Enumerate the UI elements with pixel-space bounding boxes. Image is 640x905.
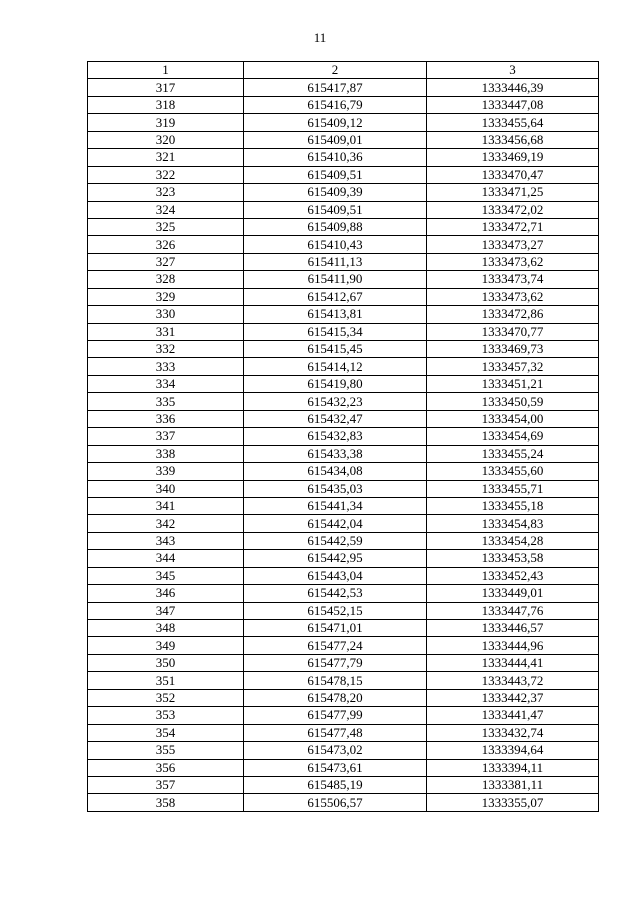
cell-x-coordinate: 615416,79 (244, 96, 427, 113)
table-row (88, 184, 599, 201)
cell-x-coordinate: 615442,59 (244, 532, 427, 549)
cell-y-coordinate: 1333447,08 (427, 96, 599, 113)
cell-point-number: 327 (88, 253, 244, 270)
cell-point-number: 342 (88, 515, 244, 532)
table-row (88, 201, 599, 218)
cell-y-coordinate: 1333455,64 (427, 114, 599, 131)
table-row (88, 776, 599, 793)
cell-point-number: 338 (88, 445, 244, 462)
cell-y-coordinate: 1333381,11 (427, 776, 599, 793)
cell-point-number: 334 (88, 375, 244, 392)
cell-y-coordinate: 1333457,32 (427, 358, 599, 375)
table-row (88, 794, 599, 811)
coordinates-table (87, 61, 599, 812)
cell-x-coordinate: 615432,47 (244, 410, 427, 427)
cell-x-coordinate: 615443,04 (244, 567, 427, 584)
cell-point-number: 319 (88, 114, 244, 131)
table-row (88, 602, 599, 619)
cell-x-coordinate: 615412,67 (244, 288, 427, 305)
cell-y-coordinate: 1333470,77 (427, 323, 599, 340)
cell-x-coordinate: 615415,34 (244, 323, 427, 340)
cell-y-coordinate: 1333446,57 (427, 620, 599, 637)
cell-point-number: 331 (88, 323, 244, 340)
cell-point-number: 346 (88, 585, 244, 602)
cell-point-number: 328 (88, 271, 244, 288)
cell-point-number: 344 (88, 550, 244, 567)
cell-point-number: 317 (88, 79, 244, 96)
cell-x-coordinate: 615478,15 (244, 672, 427, 689)
table-row (88, 707, 599, 724)
table-row (88, 323, 599, 340)
cell-y-coordinate: 1333472,02 (427, 201, 599, 218)
table-row (88, 96, 599, 113)
cell-x-coordinate: 615473,02 (244, 742, 427, 759)
table-row (88, 585, 599, 602)
cell-x-coordinate: 615478,20 (244, 689, 427, 706)
cell-point-number: 345 (88, 567, 244, 584)
table-row (88, 567, 599, 584)
cell-x-coordinate: 615413,81 (244, 306, 427, 323)
cell-y-coordinate: 1333473,27 (427, 236, 599, 253)
cell-y-coordinate: 1333443,72 (427, 672, 599, 689)
cell-x-coordinate: 615477,99 (244, 707, 427, 724)
table-row (88, 672, 599, 689)
cell-x-coordinate: 615435,03 (244, 480, 427, 497)
table-row (88, 550, 599, 567)
cell-point-number: 324 (88, 201, 244, 218)
table-row (88, 463, 599, 480)
cell-x-coordinate: 615434,08 (244, 463, 427, 480)
cell-x-coordinate: 615410,43 (244, 236, 427, 253)
cell-x-coordinate: 615410,36 (244, 149, 427, 166)
cell-point-number: 357 (88, 776, 244, 793)
table-row (88, 166, 599, 183)
cell-y-coordinate: 1333469,73 (427, 341, 599, 358)
table-row (88, 428, 599, 445)
cell-x-coordinate: 615442,95 (244, 550, 427, 567)
cell-point-number: 358 (88, 794, 244, 811)
table-row (88, 637, 599, 654)
cell-y-coordinate: 1333452,43 (427, 567, 599, 584)
cell-point-number: 340 (88, 480, 244, 497)
table-row (88, 689, 599, 706)
cell-y-coordinate: 1333455,60 (427, 463, 599, 480)
cell-point-number: 349 (88, 637, 244, 654)
table-row (88, 515, 599, 532)
cell-x-coordinate: 615477,79 (244, 654, 427, 671)
cell-y-coordinate: 1333455,24 (427, 445, 599, 462)
cell-x-coordinate: 615415,45 (244, 341, 427, 358)
cell-point-number: 339 (88, 463, 244, 480)
table-row (88, 114, 599, 131)
cell-y-coordinate: 1333454,00 (427, 410, 599, 427)
cell-point-number: 337 (88, 428, 244, 445)
table-row (88, 480, 599, 497)
cell-x-coordinate: 615411,90 (244, 271, 427, 288)
cell-x-coordinate: 615485,19 (244, 776, 427, 793)
cell-point-number: 335 (88, 393, 244, 410)
cell-y-coordinate: 1333470,47 (427, 166, 599, 183)
column-header-y: 3 (427, 62, 599, 79)
page-number: 11 (313, 30, 327, 45)
cell-x-coordinate: 615417,87 (244, 79, 427, 96)
cell-point-number: 333 (88, 358, 244, 375)
cell-x-coordinate: 615409,51 (244, 201, 427, 218)
cell-y-coordinate: 1333453,58 (427, 550, 599, 567)
cell-y-coordinate: 1333442,37 (427, 689, 599, 706)
table-row (88, 236, 599, 253)
table-row (88, 79, 599, 96)
cell-point-number: 321 (88, 149, 244, 166)
cell-point-number: 336 (88, 410, 244, 427)
cell-x-coordinate: 615471,01 (244, 620, 427, 637)
cell-y-coordinate: 1333454,28 (427, 532, 599, 549)
cell-x-coordinate: 615432,83 (244, 428, 427, 445)
table-body (88, 79, 599, 811)
cell-point-number: 347 (88, 602, 244, 619)
cell-y-coordinate: 1333455,18 (427, 497, 599, 514)
cell-y-coordinate: 1333471,25 (427, 184, 599, 201)
cell-point-number: 353 (88, 707, 244, 724)
table-row (88, 306, 599, 323)
cell-point-number: 330 (88, 306, 244, 323)
cell-x-coordinate: 615442,53 (244, 585, 427, 602)
cell-y-coordinate: 1333451,21 (427, 375, 599, 392)
cell-y-coordinate: 1333444,96 (427, 637, 599, 654)
cell-y-coordinate: 1333473,74 (427, 271, 599, 288)
cell-point-number: 326 (88, 236, 244, 253)
cell-y-coordinate: 1333472,71 (427, 218, 599, 235)
cell-x-coordinate: 615442,04 (244, 515, 427, 532)
cell-point-number: 325 (88, 218, 244, 235)
cell-y-coordinate: 1333472,86 (427, 306, 599, 323)
cell-y-coordinate: 1333473,62 (427, 253, 599, 270)
table-row (88, 131, 599, 148)
cell-y-coordinate: 1333455,71 (427, 480, 599, 497)
cell-point-number: 341 (88, 497, 244, 514)
table-row (88, 742, 599, 759)
cell-x-coordinate: 615473,61 (244, 759, 427, 776)
cell-point-number: 356 (88, 759, 244, 776)
cell-y-coordinate: 1333394,64 (427, 742, 599, 759)
cell-x-coordinate: 615433,38 (244, 445, 427, 462)
cell-x-coordinate: 615432,23 (244, 393, 427, 410)
cell-point-number: 351 (88, 672, 244, 689)
cell-point-number: 329 (88, 288, 244, 305)
cell-point-number: 348 (88, 620, 244, 637)
cell-x-coordinate: 615419,80 (244, 375, 427, 392)
table-row (88, 271, 599, 288)
table-row (88, 253, 599, 270)
cell-x-coordinate: 615411,13 (244, 253, 427, 270)
cell-point-number: 355 (88, 742, 244, 759)
table-row (88, 445, 599, 462)
cell-x-coordinate: 615409,88 (244, 218, 427, 235)
cell-point-number: 354 (88, 724, 244, 741)
cell-y-coordinate: 1333469,19 (427, 149, 599, 166)
table-row (88, 358, 599, 375)
cell-y-coordinate: 1333441,47 (427, 707, 599, 724)
table-row (88, 497, 599, 514)
cell-x-coordinate: 615409,51 (244, 166, 427, 183)
cell-x-coordinate: 615452,15 (244, 602, 427, 619)
table-header-row (88, 62, 599, 79)
column-header-number: 1 (88, 62, 244, 79)
cell-point-number: 343 (88, 532, 244, 549)
cell-x-coordinate: 615477,48 (244, 724, 427, 741)
cell-point-number: 352 (88, 689, 244, 706)
cell-y-coordinate: 1333454,69 (427, 428, 599, 445)
cell-x-coordinate: 615477,24 (244, 637, 427, 654)
table-row (88, 375, 599, 392)
table-row (88, 288, 599, 305)
cell-y-coordinate: 1333446,39 (427, 79, 599, 96)
cell-y-coordinate: 1333355,07 (427, 794, 599, 811)
cell-y-coordinate: 1333473,62 (427, 288, 599, 305)
table-row (88, 620, 599, 637)
cell-y-coordinate: 1333454,83 (427, 515, 599, 532)
cell-y-coordinate: 1333432,74 (427, 724, 599, 741)
cell-x-coordinate: 615409,39 (244, 184, 427, 201)
table-row (88, 410, 599, 427)
cell-x-coordinate: 615409,01 (244, 131, 427, 148)
cell-point-number: 322 (88, 166, 244, 183)
cell-y-coordinate: 1333444,41 (427, 654, 599, 671)
cell-x-coordinate: 615409,12 (244, 114, 427, 131)
table-row (88, 654, 599, 671)
cell-x-coordinate: 615414,12 (244, 358, 427, 375)
cell-y-coordinate: 1333447,76 (427, 602, 599, 619)
table-row (88, 218, 599, 235)
cell-point-number: 350 (88, 654, 244, 671)
column-header-x: 2 (244, 62, 427, 79)
table-row (88, 341, 599, 358)
cell-x-coordinate: 615506,57 (244, 794, 427, 811)
cell-y-coordinate: 1333456,68 (427, 131, 599, 148)
table-row (88, 393, 599, 410)
cell-point-number: 332 (88, 341, 244, 358)
table-row (88, 759, 599, 776)
cell-x-coordinate: 615441,34 (244, 497, 427, 514)
cell-point-number: 320 (88, 131, 244, 148)
cell-y-coordinate: 1333450,59 (427, 393, 599, 410)
table-row (88, 724, 599, 741)
cell-y-coordinate: 1333449,01 (427, 585, 599, 602)
table-row (88, 149, 599, 166)
cell-y-coordinate: 1333394,11 (427, 759, 599, 776)
cell-point-number: 318 (88, 96, 244, 113)
table-row (88, 532, 599, 549)
cell-point-number: 323 (88, 184, 244, 201)
